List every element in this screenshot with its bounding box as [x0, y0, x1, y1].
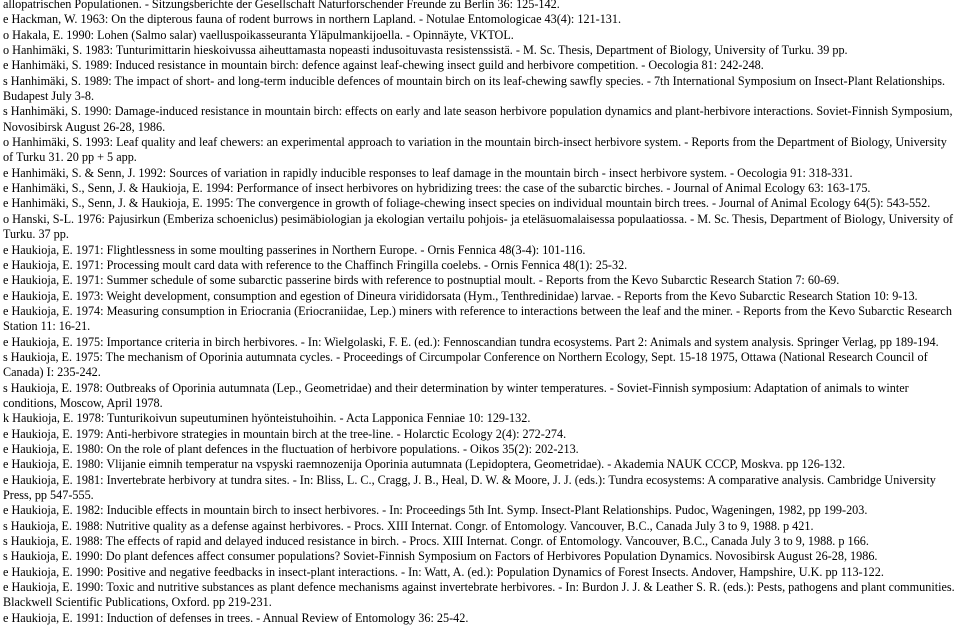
- reference-entry: e Hanhimäki, S., Senn, J. & Haukioja, E. 1995: The convergence in growth of foliage-chewing insect species on individual mountain birch trees. - Journal of Animal Ecology 64(5): 543-552.: [3, 196, 931, 211]
- reference-entry: o Hanhimäki, S. 1983: Tunturimittarin hieskoivussa aiheuttamasta nopeasti indusoituvasta resistenssistä. - M. Sc. Thesis, Department of Biology, University of Turku. 39 pp.: [3, 43, 848, 58]
- reference-entry: e Haukioja, E. 1991: Induction of defenses in trees. - Annual Review of Entomology 36: 25-42.: [3, 610, 469, 625]
- reference-entry: s Hanhimäki, S. 1990: Damage-induced resistance in mountain birch: effects on early and late season herbivore population dynamics and plant-herbivore interactions. Soviet-Finnish Symposium, Novosibirsk August 26-28, 1986.: [3, 104, 953, 134]
- reference-entry: e Haukioja, E. 1980: Vlijanie eimnih temperatur na vspyski raemnozenija Oporinia autumnata (Lepidoptera, Geometridae). - Akademia NAUK CCCP, Moskva. pp 126-132.: [3, 457, 846, 472]
- reference-entry: allopatrischen Populationen. - Sitzungsberichte der Gesellschaft Naturforschender Freunde zu Berlin 36: 125-142.: [3, 0, 560, 11]
- reference-entry: s Haukioja, E. 1990: Do plant defences affect consumer populations? Soviet-Finnish Symposium on Factors of Herbivores Population Dynamics. Novosibirsk August 26-28, 1986.: [3, 549, 878, 564]
- reference-entry: e Hanhimäki, S. & Senn, J. 1992: Sources of variation in rapidly inducible responses to leaf damage in the mountain birch - insect herbivore system. - Oecologia 91: 318-331.: [3, 165, 853, 180]
- reference-entry: s Haukioja, E. 1988: The effects of rapid and delayed induced resistance in birch. - Procs. XIII Internat. Congr. of Entomology. Vancouver, B.C., Canada July 3 to 9, 1988. p 166.: [3, 534, 869, 549]
- reference-entry: e Haukioja, E. 1973: Weight development, consumption and egestion of Dineura virididorsata (Hym., Tenthredinidae) larvae. - Reports from the Kevo Subarctic Research Station 10: 9-13.: [3, 288, 918, 303]
- reference-entry: e Hanhimäki, S. 1989: Induced resistance in mountain birch: defence against leaf-chewing insect guild and herbivore competition. - Oecologia 81: 242-248.: [3, 58, 764, 73]
- reference-entry: e Haukioja, E. 1971: Summer schedule of some subarctic passerine birds with reference to postnuptial moult. - Reports from the Kevo Subarctic Research Station 7: 60-69.: [3, 273, 840, 288]
- reference-entry: s Haukioja, E. 1978: Outbreaks of Oporinia autumnata (Lep., Geometridae) and their determination by winter temperatures. - Soviet-Finnish symposium: Adaptation of animals to winter conditions, Moscow, April 1978.: [3, 380, 909, 410]
- reference-entry: e Haukioja, E. 1971: Flightlessness in some moulting passerines in Northern Europe. - Ornis Fennica 48(3-4): 101-116.: [3, 242, 586, 257]
- reference-entry: e Hanhimäki, S., Senn, J. & Haukioja, E. 1994: Performance of insect herbivores on hybridizing trees: the case of the subarctic birches. - Journal of Animal Ecology 63: 163-175.: [3, 181, 871, 196]
- reference-entry: s Haukioja, E. 1988: Nutritive quality as a defense against herbivores. - Procs. XIII Internat. Congr. of Entomology. Vancouver, B.C., Canada July 3 to 9, 1988. p 421.: [3, 518, 814, 533]
- reference-entry: o Hakala, E. 1990: Lohen (Salmo salar) vaelluspoikasseuranta Yläpulmankijoella. - Opinnäyte, VKTOL.: [3, 27, 514, 42]
- reference-entry: e Haukioja, E. 1974: Measuring consumption in Eriocrania (Eriocraniidae, Lep.) miners with reference to interactions between the leaf and the miner. - Reports from the Kevo Subarctic Research Station 11: 16-21.: [3, 303, 952, 334]
- reference-entry: s Hanhimäki, S. 1989: The impact of short- and long-term inducible defences of mountain birch on its leaf-chewing sawfly species. - 7th International Symposium on Insect-Plant Relationships. Budapest July 3-8.: [3, 73, 946, 104]
- reference-entry: e Haukioja, E. 1982: Inducible effects in mountain birch to insect herbivores. - In: Proceedings 5th Int. Symp. Insect-Plant Relationships. Pudoc, Wageningen, 1982, pp 199-203.: [3, 503, 868, 518]
- reference-entry: e Haukioja, E. 1981: Invertebrate herbivory at tundra sites. - In: Bliss, L. C., Cragg, J. B., Heal, D. W. & Moore, J. J. (eds.): Tundra ecosystems: A comparative analysis. Cambridge University Press, pp 547-555.: [3, 472, 936, 502]
- reference-entry: e Hackman, W. 1963: On the dipterous fauna of rodent burrows in northern Lapland. - Notulae Entomologicae 43(4): 121-131.: [3, 12, 622, 27]
- reference-entry: s Haukioja, E. 1975: The mechanism of Oporinia autumnata cycles. - Proceedings of Circumpolar Conference on Northern Ecology, Sept. 15-18 1975, Ottawa (National Research Council of Canada) I: 235-242.: [3, 349, 928, 380]
- reference-entry: e Haukioja, E. 1980: On the role of plant defences in the fluctuation of herbivore populations. - Oikos 35(2): 202-213.: [3, 441, 579, 456]
- reference-entry: e Haukioja, E. 1990: Toxic and nutritive substances as plant defence mechanisms against invertebrate herbivores. - In: Burdon J. J. & Leather S. R. (eds.): Pests, pathogens and plant communities. Blackwell Scientific Publications, Oxford. pp 219-231.: [3, 580, 955, 610]
- reference-entry: o Hanski, S-L. 1976: Pajusirkun (Emberiza schoeniclus) pesimäbiologian ja ekologian vertailu pohjois- ja eteläsuomalaisessa populaatiossa. - M. Sc. Thesis, Department of Biology, University of Turku. 37 pp.: [3, 211, 954, 242]
- reference-entry: e Haukioja, E. 1990: Positive and negative feedbacks in insect-plant interactions. - In: Watt, A. (ed.): Population Dynamics of Forest Insects. Andover, Hampshire, U.K. pp 113-122.: [3, 564, 884, 579]
- reference-entry: k Haukioja, E. 1978: Tunturikoivun supeutuminen hyönteistuhoihin. - Acta Lapponica Fenniae 10: 129-132.: [3, 411, 531, 426]
- reference-entry: e Haukioja, E. 1971: Processing moult card data with reference to the Chaffinch Fringilla coelebs. - Ornis Fennica 48(1): 25-32.: [3, 257, 628, 272]
- reference-entry: e Haukioja, E. 1979: Anti-herbivore strategies in mountain birch at the tree-line. - Holarctic Ecology 2(4): 272-274.: [3, 426, 567, 441]
- reference-entry: o Hanhimäki, S. 1993: Leaf quality and leaf chewers: an experimental approach to variation in the mountain birch-insect herbivore system. - Reports from the Department of Biology, University of Turku 31. 20 pp + 5 app.: [3, 135, 947, 165]
- reference-entry: e Haukioja, E. 1975: Importance criteria in birch herbivores. - In: Wielgolaski, F. E. (ed.): Fennoscandian tundra ecosystems. Part 2: Animals and system analysis. Springer Verlag, pp 189-194.: [3, 334, 939, 349]
